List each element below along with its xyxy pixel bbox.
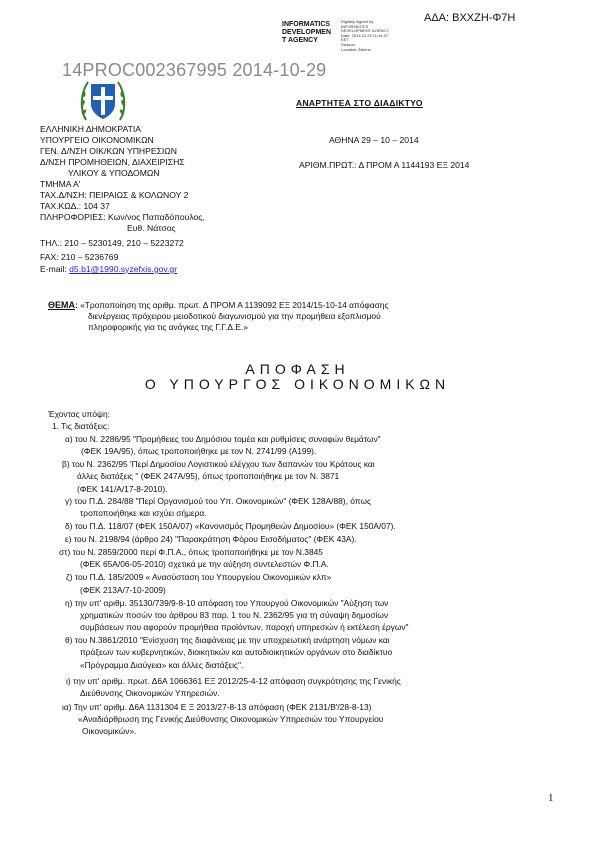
body-line: πράξεων των κυβερνητικών, διοικητικών και αυτοδιοικητικών οργάνων στο διαδίκτυο: [80, 647, 393, 657]
issuer-phone: ΤΗΛ.: 210 – 5230149, 210 – 5223272: [40, 238, 184, 248]
body-line: β) του Ν. 2362/95 'Περί Δημοσίου Λογιστικού ελέγχου των δαπανών του Κράτους και: [62, 459, 375, 469]
signature-line: DEVELOPMEN: [282, 29, 332, 36]
body-line: «Πρόγραμμα Διαύγεια» και άλλες διατάξεις".: [80, 660, 244, 670]
body-line: θ) του Ν.3861/2010 "Ενίσχυση της διαφάνειας με την υποχρεωτική ανάρτηση νόμων και: [65, 635, 390, 645]
issuer-email-row: [40, 264, 177, 275]
protocol-stamp: 14PROC002367995 2014-10-29: [62, 60, 327, 80]
signature-line: T AGENCY: [282, 37, 318, 44]
body-intro: Έχοντας υπόψη:: [48, 409, 110, 419]
body-line: (ΦΕΚ 141/Α/17-8-2010).: [77, 484, 168, 494]
issuer-line: ΤΜΗΜΑ Α': [40, 179, 81, 189]
body-line: ι) την υπ' αριθμ. πρωτ. Δ6Α 1066361 ΕΞ 2012/25-4-12 απόφαση συγκρότησης της Γενικής: [66, 676, 401, 686]
body-line: (ΦΕΚ 65Α/06-05-2010) σχετικά με την αύξηση συντελεστών Φ.Π.Α.: [80, 559, 329, 569]
email-link[interactable]: d5.b1@1990.syzefxis.gov.gr: [69, 264, 178, 274]
issuer-address: ΤΑΧ.Δ/ΝΣΗ: ΠΕΙΡΑΙΩΣ & ΚΟΛΩΝΟΥ 2: [40, 190, 189, 200]
body-line: α) του Ν. 2286/95 "Προμήθειες του Δημόσιου τομέα και ρυθμίσεις συναφών θεμάτων": [65, 434, 381, 444]
issuer-line: ΓΕΝ. Δ/ΝΣΗ ΟΙΚ/ΚΩΝ ΥΠΗΡΕΣΙΩΝ: [40, 146, 177, 156]
body-section: 1. Τις διατάξεις:: [52, 421, 110, 431]
body-line: στ) του Ν. 2859/2000 περί Φ.Π.Α., όπως τροποποιήθηκε με τον Ν.3845: [59, 547, 323, 557]
email-label: E-mail:: [40, 264, 67, 274]
signature-line: INFORMATICS: [282, 21, 331, 28]
signature-detail-line: EET: [341, 37, 349, 43]
body-line: χρηματικών ποσών του άρθρου 83 παρ. 1 του Ν. 2362/95 για τη σύναψη δημοσίων: [80, 610, 389, 620]
body-line: άλλες διατάξεις " (ΦΕΚ 247Α/95), όπως τροποποιήθηκε με τον Ν. 3871: [77, 471, 340, 481]
body-line: τροποποιήθηκε και ισχύει σήμερα.: [80, 508, 207, 518]
body-line: η) την υπ' αριθμ. 35130/739/9-8-10 απόφαση του Υπουργού Οικονομικών "Αύξηση των: [65, 598, 389, 608]
subject-block: ΘΕΜΑ: «Τροποποίηση της αριθμ. πρωτ. Δ ΠΡΟΜ Α 1139092 ΕΞ 2014/15-10-14 απόφασης διενέργειας πρόχειρου μειοδοτικού διαγωνισμού για την προμήθεια εξοπλισμού πληροφορικής για τις ανάγκες της Γ.Γ.Δ.Ε.»: [48, 300, 389, 332]
coat-of-arms-icon: [78, 74, 128, 126]
signature-detail-line: Digitally signed by: [341, 19, 374, 24]
subject-line: «Τροποποίηση της αριθμ. πρωτ. Δ ΠΡΟΜ Α 1139092 ΕΞ 2014/15-10-14 απόφασης: [80, 300, 389, 310]
issuer-postcode: ΤΑΧ.ΚΩΔ.: 104 37: [40, 201, 110, 211]
issuer-contact-second: Ευθ. Νάτσος: [127, 223, 176, 233]
signature-detail-line: Date: 2014.10.29 11:44:37: [341, 32, 389, 38]
issuer-contact: ΠΛΗΡΟΦΟΡΙΕΣ: Κων/νος Παπαδόπουλος,: [40, 212, 205, 222]
protocol-number: ΑΡΙΘΜ.ΠΡΩΤ.: Δ ΠΡΟΜ Α 1144193 ΕΞ 2014: [299, 160, 470, 170]
ada-code: ΑΔΑ: ΒΧΧΖΗ-Φ7Η: [424, 12, 516, 24]
issuer-line: ΕΛΛΗΝΙΚΗ ΔΗΜΟΚΡΑΤΙΑ: [40, 124, 141, 134]
body-line: ζ) του Π.Δ. 185/2009 « Ανασύσταση του Υπουργείου Οικονομικών κλπ»: [66, 572, 332, 582]
document-date: ΑΘΗΝΑ 29 – 10 – 2014: [329, 135, 419, 145]
signature-detail-line: Reason:: [341, 41, 356, 47]
subject-line: πληροφορικής για τις ανάγκες της Γ.Γ.Δ.Ε.»: [88, 322, 248, 332]
decision-subtitle: Ο ΥΠΟΥΡΓΟΣ ΟΙΚΟΝΟΜΙΚΩΝ: [144, 376, 451, 392]
body-line: ε) του Ν. 2198/94 (άρθρο 24) "Παρακράτηση Φόρου Εισοδήματος" (ΦΕΚ 43Α).: [65, 534, 357, 544]
signature-detail-line: DEVELOPMENT AGENCY: [341, 28, 389, 34]
body-line: Οικονομικών».: [82, 726, 137, 736]
body-line: (ΦΕΚ 19Α/95), όπως τροποποιήθηκε με τον Ν. 2741/99 (Α199).: [81, 446, 317, 456]
body-line: συμβάσεων που αφορούν προμήθεια προϊόντων, παροχή υπηρεσιών ή εκτέλεση έργων": [80, 622, 409, 632]
body-line: «Αναδιάρθρωση της Γενικής Διεύθυνσης Οικονομικών Υπηρεσιών του Υπουργείου: [78, 714, 384, 724]
body-line: δ) του Π.Δ. 118/07 (ΦΕΚ 150Α/07) «Κανονισμός Προμηθειών Δημοσίου» (ΦΕΚ 150Α/07).: [65, 521, 396, 531]
issuer-line: ΥΠΟΥΡΓΕΙΟ ΟΙΚΟΝΟΜΙΚΩΝ: [40, 135, 154, 145]
body-line: (ΦΕΚ 213Α/7-10-2009): [80, 585, 166, 595]
body-line: γ) του Π.Δ. 284/88 "Περί Οργανισμού του Υπ. Οικονομικών" (ΦΕΚ 128Α/88), όπως: [65, 496, 372, 506]
issuer-line: ΥΛΙΚΟΥ & ΥΠΟΔΟΜΩΝ: [68, 168, 160, 178]
signature-detail-line: Location: Athens: [341, 46, 371, 52]
issuer-block: [40, 124, 280, 294]
signature-detail-line: INFORMATICS: [341, 23, 369, 29]
subject-line: διενέργειας πρόχειρου μειοδοτικού διαγωνισμού για την προμήθεια εξοπλισμού: [88, 311, 381, 321]
body-line: Διεύθυνσης Οικονομικών Υπηρεσιών.: [80, 688, 220, 698]
subject-label: ΘΕΜΑ: [48, 300, 75, 310]
decision-title: ΑΠΟΦΑΣΗ: [245, 361, 350, 377]
page-number: 1: [548, 792, 554, 804]
signature-block: [282, 21, 331, 45]
issuer-line: Δ/ΝΣΗ ΠΡΟΜΗΘΕΙΩΝ, ΔΙΑΧΕΙΡΙΣΗΣ: [40, 157, 185, 167]
body-line: ια) Την υπ' αριθμ. Δ6Α 1131304 Ε Ξ 2013/27-8-13 απόφαση (ΦΕΚ 2131/Β'/28-8-13): [62, 702, 372, 712]
issuer-fax: FAX: 210 – 5236769: [40, 252, 119, 262]
publish-notice: ΑΝΑΡΤΗΤΕΑ ΣΤΟ ΔΙΑΔΙΚΤΥΟ: [296, 98, 423, 108]
signature-details: [341, 20, 389, 52]
